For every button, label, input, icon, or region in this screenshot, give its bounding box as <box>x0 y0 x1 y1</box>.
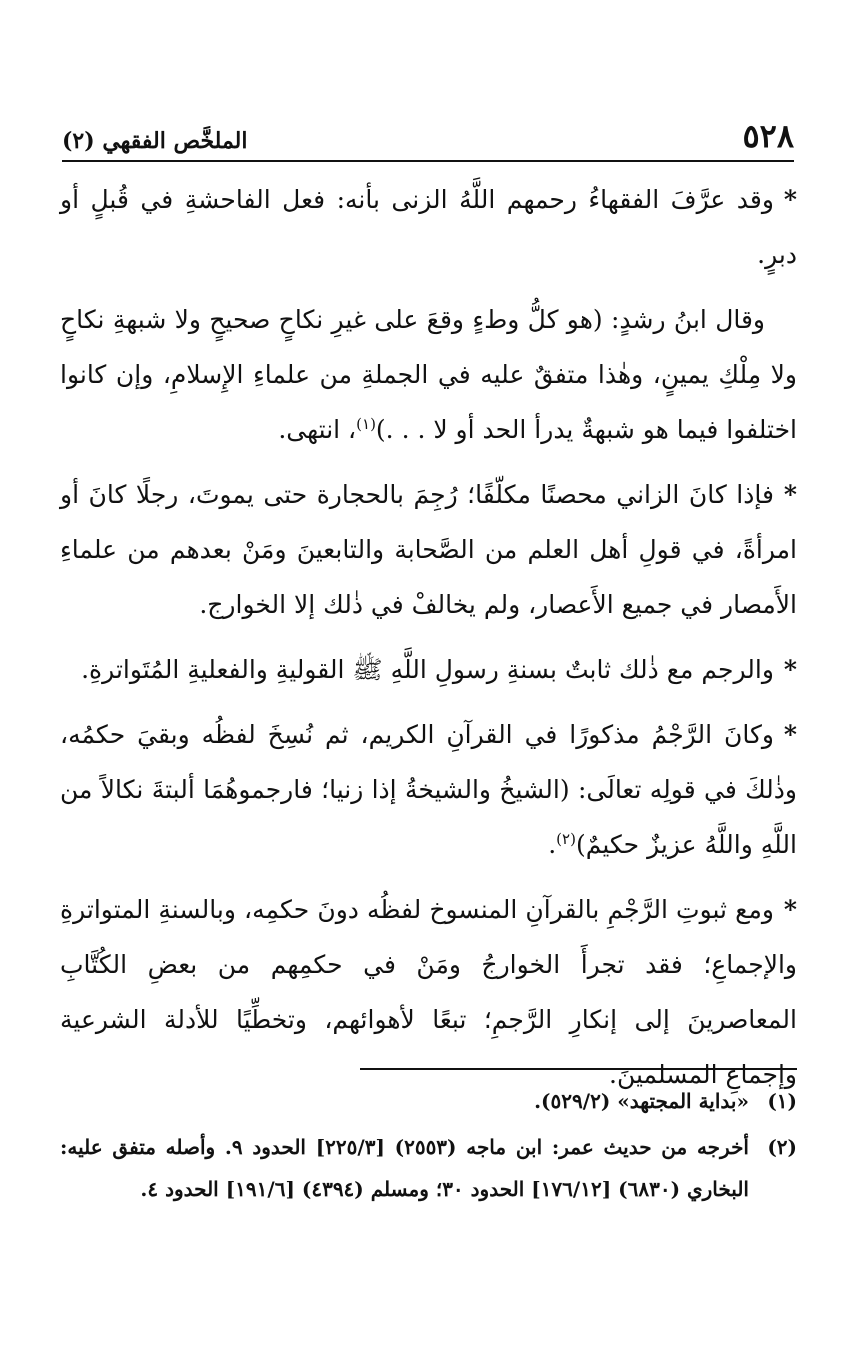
paragraph-definition <box>60 172 797 282</box>
paragraph-text: وقال ابنُ رشدٍ: (هو كلُّ وطءٍ وقعَ على غيرِ نكاحٍ صحيحٍ ولا شبهةِ نكاحٍ ولا مِلْكِ يمينٍ، وهٰذا متفقٌ عليه في الجملةِ من علماءِ الإِسلامِ، وإن كانوا اختلفوا فيما هو شبهةٌ يدرأ الحد أو لا . . .) <box>60 305 797 444</box>
footnotes <box>60 1080 797 1214</box>
paragraph-quran-abrogation <box>60 707 797 872</box>
paragraph-text-end: ، انتهى. <box>278 415 357 444</box>
footnote-1 <box>60 1080 797 1122</box>
footnote-divider <box>360 1068 797 1070</box>
paragraph-text: فإذا كانَ الزاني محصنًا مكلّفًا؛ رُجِمَ بالحجارة حتى يموتَ، رجلًا كانَ أو امرأةً، في قولِ أهل العلم من الصَّحابة والتابعينَ ومَنْ بعدهم من علماءِ الأَمصار في جميع الأَعصار، ولم يخالفْ في ذٰلك إلا الخوارج. <box>60 480 797 619</box>
footnote-number: (١) <box>767 1089 797 1113</box>
footnote-number: (٢) <box>767 1135 797 1159</box>
page-header <box>62 112 794 160</box>
paragraph-ibn-rushd-quote <box>60 292 797 457</box>
paragraph-text: وقد عرَّفَ الفقهاءُ رحمهم اللَّهُ الزنى بأنه: فعل الفاحشةِ في قُبلٍ أو دبرٍ. <box>60 185 797 269</box>
paragraph-stoning-ruling <box>60 467 797 632</box>
paragraph-text: ومع ثبوتِ الرَّجْمِ بالقرآنِ المنسوخ لفظُه دونَ حكمِه، وبالسنةِ المتواترةِ والإجماعِ؛ فقد تجرأَ الخوارجُ ومَنْ في حكمِهم من بعضِ الكُتَّابِ المعاصرينَ إلى إنكارِ الرَّجمِ؛ تبعًا لأهوائهم، وتخطِّيًا للأدلة الشرعية وإجماعِ المسلمينَ. <box>60 895 797 1089</box>
main-text <box>60 172 797 1112</box>
paragraph-text-end: . <box>548 830 557 859</box>
footnote-ref-2[interactable]: (٢) <box>556 830 576 848</box>
footnote-text: «بداية المجتهد» (٥٢٩/٢). <box>534 1089 749 1113</box>
paragraph-text: والرجم مع ذٰلك ثابتٌ بسنةِ رسولِ اللَّهِ ﷺ القوليةِ والفعليةِ المُتَواترةِ. <box>81 655 774 684</box>
footnote-2 <box>60 1126 797 1210</box>
star-marker: * <box>783 480 797 509</box>
book-title: الملخَّص الفقهي (٢) <box>62 128 248 154</box>
footnote-ref-1[interactable]: (١) <box>356 415 376 433</box>
star-marker: * <box>783 720 797 749</box>
footnote-text: أخرجه من حديث عمر: ابن ماجه (٢٥٥٣) [٢٢٥/٣] الحدود ٩. وأصله متفق عليه: البخاري (٦٨٣٠) [١٧٦/١٢] الحدود ٣٠؛ ومسلم (٤٣٩٤) [١٩١/٦] الحدود ٤. <box>60 1135 749 1201</box>
star-marker: * <box>783 655 797 684</box>
page-number: ٥٢٨ <box>742 117 794 155</box>
paragraph-sunnah-proof <box>60 642 797 697</box>
star-marker: * <box>783 895 797 924</box>
paragraph-text: وكانَ الرَّجْمُ مذكورًا في القرآنِ الكريم، ثم نُسِخَ لفظُه وبقيَ حكمُه، وذٰلكَ في قولِه تعالَى: (الشيخُ والشيخةُ إذا زنيا؛ فارجموهُمَا ألبتةَ نكالاً من اللَّهِ واللَّهُ عزيزٌ حكيمٌ) <box>60 720 797 859</box>
header-divider <box>62 160 794 162</box>
star-marker: * <box>783 185 797 214</box>
